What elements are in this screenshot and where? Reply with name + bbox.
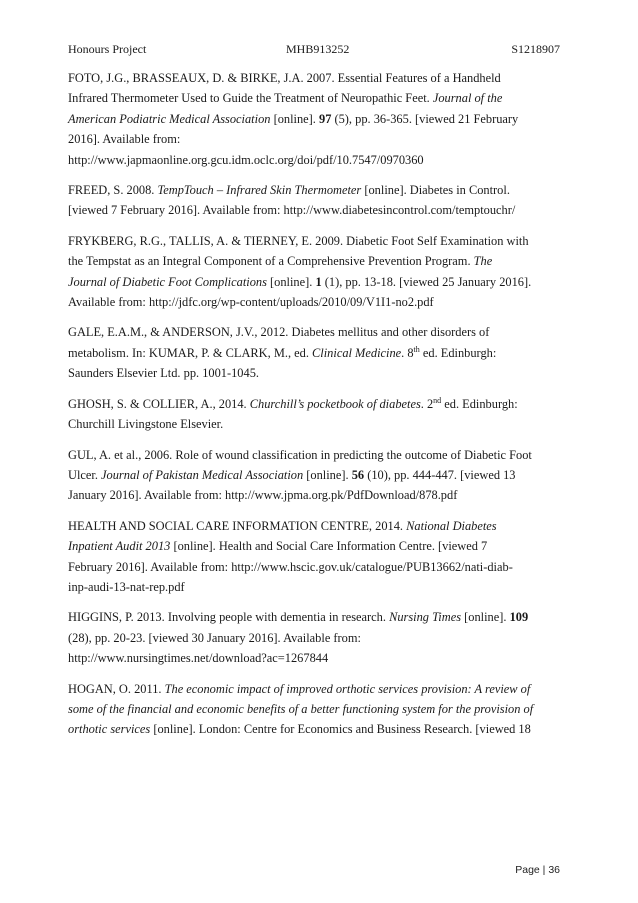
reference-entry-gul bbox=[68, 445, 562, 506]
text-run: Ulcer. bbox=[68, 467, 102, 482]
text-run: Infrared Thermometer Used to Guide the Treatment of Neuropathic Feet. bbox=[68, 91, 433, 106]
text-run: [online]. Diabetes in Control. bbox=[361, 183, 510, 198]
text-run: inp-audi-13-nat-rep.pdf bbox=[68, 579, 185, 594]
reference-line bbox=[68, 150, 562, 170]
reference-entry-ghosh bbox=[68, 394, 562, 435]
text-run: ed. Edinburgh: bbox=[441, 396, 518, 411]
text-run: FOTO, J.G., BRASSEAUX, D. & BIRKE, J.A. 2007. Essential Features of a Handheld bbox=[68, 71, 501, 85]
reference-entry-freed bbox=[68, 180, 562, 221]
reference-entry-higgins bbox=[68, 607, 562, 668]
text-run: February 2016]. Available from: http://www.hscic.gov.uk/catalogue/PUB13662/nati-diab- bbox=[68, 559, 513, 574]
text-run: (28), pp. 20-23. [viewed 30 January 2016]. Available from: bbox=[68, 630, 361, 645]
text-run: HOGAN, O. 2011. bbox=[68, 681, 165, 696]
reference-entry-gale bbox=[68, 322, 562, 383]
italic-text: National Diabetes bbox=[406, 518, 497, 533]
reference-entry-foto bbox=[68, 68, 562, 170]
reference-line bbox=[68, 251, 562, 271]
reference-line bbox=[68, 322, 562, 342]
italic-text: Churchill’s pocketbook of diabetes bbox=[249, 396, 421, 411]
text-run: Churchill Livingstone Elsevier. bbox=[68, 417, 224, 432]
reference-line bbox=[68, 394, 562, 414]
italic-text: some of the financial and economic benefits of a better functioning system for the provision of bbox=[68, 701, 534, 716]
superscript-text: th bbox=[413, 344, 420, 354]
text-run: [online]. Health and Social Care Information Centre. [viewed 7 bbox=[170, 539, 488, 554]
italic-text: American Podiatric Medical Association bbox=[68, 111, 271, 126]
reference-line bbox=[68, 536, 562, 556]
text-run: [online]. London: Centre for Economics and Business Research. [viewed 18 bbox=[150, 722, 531, 737]
reference-entry-hogan bbox=[68, 679, 562, 740]
header-student-id: S1218907 bbox=[511, 42, 560, 56]
text-run: (5), pp. 36-365. [viewed 21 February bbox=[331, 111, 519, 126]
text-run: FRYKBERG, R.G., TALLIS, A. & TIERNEY, E. 2009. Diabetic Foot Self Examination with bbox=[68, 233, 529, 248]
reference-line bbox=[68, 648, 562, 668]
reference-line bbox=[68, 343, 562, 363]
reference-line bbox=[68, 679, 562, 699]
text-run: [online]. bbox=[270, 111, 319, 126]
text-run: 2016]. Available from: bbox=[68, 132, 181, 147]
text-run: [online]. bbox=[461, 610, 510, 625]
text-run: Available from: http://jdfc.org/wp-content/uploads/2010/09/V1I1-no2.pdf bbox=[68, 295, 434, 310]
reference-line bbox=[68, 699, 562, 719]
italic-text: TempTouch – Infrared Skin Thermometer bbox=[157, 183, 362, 198]
reference-line bbox=[68, 719, 562, 739]
page-header bbox=[68, 42, 560, 58]
text-run: HIGGINS, P. 2013. Involving people with dementia in research. bbox=[68, 610, 390, 625]
bold-text: 97 bbox=[319, 111, 332, 126]
reference-line bbox=[68, 445, 562, 465]
text-run: . 2 bbox=[420, 396, 434, 411]
text-run: http://www.japmaonline.org.gcu.idm.oclc.org/doi/pdf/10.7547/0970360 bbox=[68, 152, 424, 167]
page-number: Page | 36 bbox=[515, 864, 560, 876]
italic-text: Inpatient Audit 2013 bbox=[68, 539, 171, 554]
bold-text: 109 bbox=[509, 610, 529, 625]
text-run: http://www.nursingtimes.net/download?ac=1267844 bbox=[68, 651, 329, 666]
reference-line bbox=[68, 577, 562, 597]
italic-text: Clinical Medicine bbox=[312, 345, 402, 360]
header-module-code: MHB913252 bbox=[286, 42, 350, 56]
reference-line bbox=[68, 180, 562, 200]
reference-line bbox=[68, 231, 562, 251]
text-run: GHOSH, S. & COLLIER, A., 2014. bbox=[68, 396, 250, 411]
reference-line bbox=[68, 292, 562, 312]
italic-text: Journal of Pakistan Medical Association bbox=[101, 467, 304, 482]
text-run: GUL, A. et al., 2006. Role of wound classification in predicting the outcome of Diabetic Foot bbox=[68, 447, 532, 462]
text-run: (1), pp. 13-18. [viewed 25 January 2016]. bbox=[321, 274, 532, 289]
italic-text: The bbox=[473, 254, 493, 269]
reference-entry-hscic bbox=[68, 516, 562, 598]
header-project-title: Honours Project bbox=[68, 42, 147, 56]
italic-text: Journal of Diabetic Foot Complications bbox=[68, 274, 267, 289]
reference-line bbox=[68, 516, 562, 536]
reference-line bbox=[68, 607, 562, 627]
reference-line bbox=[68, 465, 562, 485]
text-run: FREED, S. 2008. bbox=[68, 183, 158, 198]
italic-text: The economic impact of improved orthotic services provision: A review of bbox=[164, 681, 531, 696]
text-run: ed. Edinburgh: bbox=[419, 345, 497, 360]
text-run: [online]. bbox=[266, 274, 316, 289]
text-run: Saunders Elsevier Ltd. pp. 1001-1045. bbox=[68, 366, 259, 381]
italic-text: Nursing Times bbox=[389, 610, 462, 625]
text-run: [viewed 7 February 2016]. Available from: http://www.diabetesincontrol.com/temptouchr/ bbox=[68, 203, 516, 218]
reference-line bbox=[68, 363, 562, 383]
reference-line bbox=[68, 272, 562, 292]
text-run: (10), pp. 444-447. [viewed 13 bbox=[364, 467, 516, 482]
reference-line bbox=[68, 109, 562, 129]
reference-line bbox=[68, 414, 562, 434]
text-run: GALE, E.A.M., & ANDERSON, J.V., 2012. Diabetes mellitus and other disorders of bbox=[68, 325, 490, 340]
reference-line bbox=[68, 129, 562, 149]
reference-list bbox=[68, 68, 562, 740]
reference-line bbox=[68, 200, 562, 220]
reference-line bbox=[68, 68, 562, 88]
reference-line bbox=[68, 557, 562, 577]
text-run: [online]. bbox=[303, 467, 352, 482]
text-run: metabolism. In: KUMAR, P. & CLARK, M., ed. bbox=[68, 345, 313, 360]
reference-line bbox=[68, 88, 562, 108]
bold-text: 56 bbox=[351, 467, 365, 482]
reference-line bbox=[68, 485, 562, 505]
italic-text: Journal of the bbox=[432, 91, 503, 106]
text-run: January 2016]. Available from: http://www.jpma.org.pk/PdfDownload/878.pdf bbox=[68, 488, 458, 503]
superscript-text: nd bbox=[433, 395, 442, 405]
italic-text: orthotic services bbox=[68, 722, 151, 737]
bold-text: 1 bbox=[315, 274, 322, 289]
reference-entry-frykberg bbox=[68, 231, 562, 313]
text-run: the Tempstat as an Integral Component of a Comprehensive Prevention Program. bbox=[68, 254, 474, 269]
text-run: HEALTH AND SOCIAL CARE INFORMATION CENTRE, 2014. bbox=[68, 518, 407, 533]
reference-line bbox=[68, 628, 562, 648]
text-run: . 8 bbox=[401, 345, 414, 360]
